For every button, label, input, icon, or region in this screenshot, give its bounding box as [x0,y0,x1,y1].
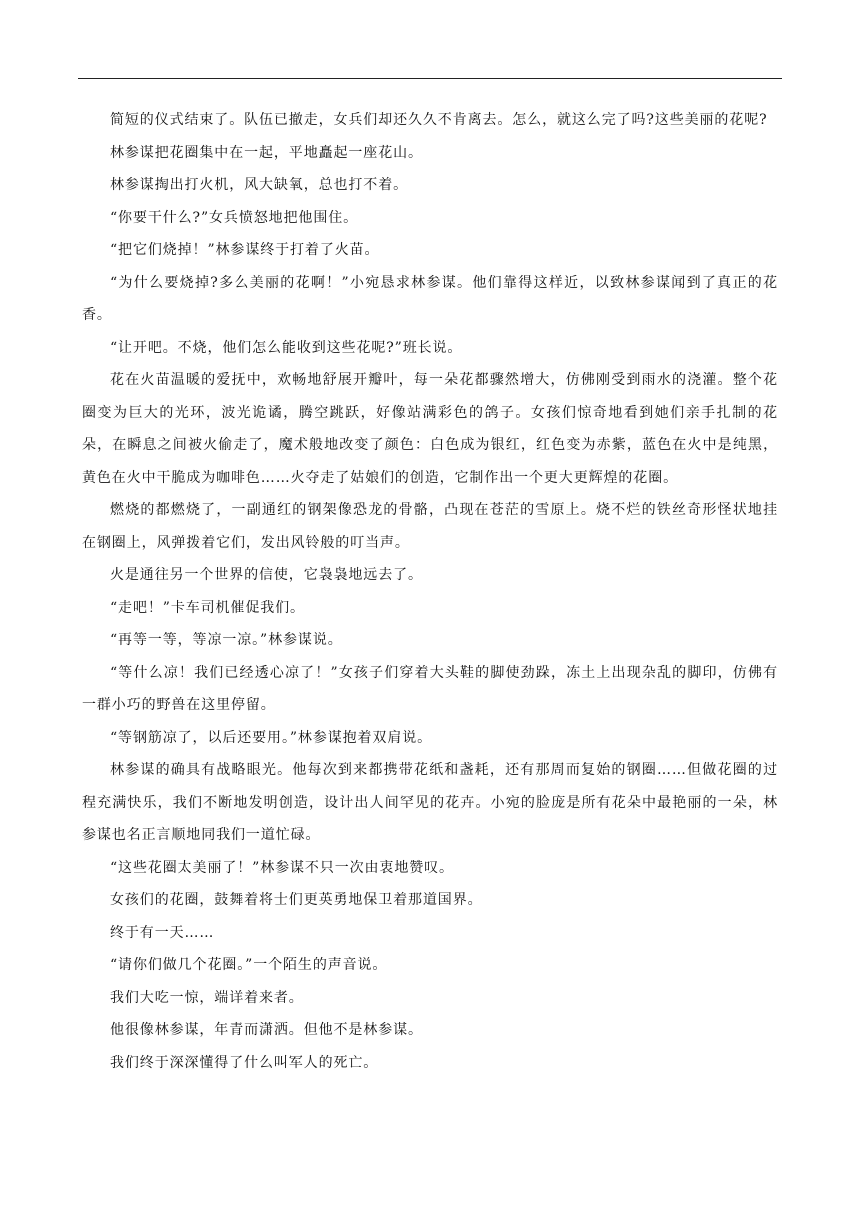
paragraph: “再等一等，等凉一凉。”林参谋说。 [110,632,343,648]
paragraph: 我们大吃一惊，端详着来者。 [110,989,304,1006]
paragraph: 林参谋把花圈集中在一起，平地矗起一座花山。 [110,144,423,161]
paragraph: “把它们烧掉！”林参谋终于打着了火苗。 [110,242,380,258]
paragraph: “为什么要烧掉?多么美丽的花啊！”小宛恳求林参谋。他们靠得这样近，以致林参谋闻到了真正的花香。 [82,274,778,323]
paragraph: 林参谋掏出打火机，风大缺氧，总也打不着。 [110,177,408,193]
header-rule [78,78,782,79]
paragraph: 简短的仪式结束了。队伍已撤走，女兵们却还久久不肯离去。怎么，就这么完了吗?这些美丽的花呢? [110,112,768,128]
paragraph: 花在火苗温暖的爱抚中，欢畅地舒展开瓣叶，每一朵花都骤然增大，仿佛刚受到雨水的浇灌。整个花圈变为巨大的光环，波光诡谲，腾空跳跃，好像站满彩色的鸽子。女孩们惊奇地看到她们亲手扎制的花朵，在瞬息之间被火偷走了，魔术般地改变了颜色：白色成为银红，红色变为赤紫，蓝色在火中是纯黑，黄色在火中干脆成为咖啡色……火夺走了姑娘们的创造，它制作出一个更大更辉煌的花圈。 [82,372,778,486]
paragraph: 我们终于深深懂得了什么叫军人的死亡。 [110,1054,379,1071]
paragraph: “等什么凉！我们已经透心凉了！”女孩子们穿着大头鞋的脚使劲跺，冻土上出现杂乱的脚印，仿佛有一群小巧的野兽在这里停留。 [82,664,778,713]
document-body [82,104,778,1079]
paragraph: 燃烧的都燃烧了，一副通红的钢架像恐龙的骨骼，凸现在苍茫的雪原上。烧不烂的铁丝奇形怪状地挂在钢圈上，风弹拨着它们，发出风铃般的叮当声。 [82,502,778,551]
paragraph: “等钢筋凉了，以后还要用。”林参谋抱着双肩说。 [110,729,433,746]
paragraph: 女孩们的花圈，鼓舞着将士们更英勇地保卫着那道国界。 [110,892,483,908]
paragraph: 林参谋的确具有战略眼光。他每次到来都携带花纸和盏耗，还有那周而复始的钢圈……但做花圈的过程充满快乐，我们不断地发明创造，设计出人间罕见的花卉。小宛的脸庞是所有花朵中最艳丽的一朵，林参谋也名正言顺地同我们一道忙碌。 [82,762,778,843]
paragraph: “走吧！”卡车司机催促我们。 [110,599,305,616]
paragraph: “你要干什么?”女兵愤怒地把他围住。 [110,209,359,226]
paragraph: 终于有一天…… [110,924,215,941]
paragraph: “这些花圈太美丽了！”林参谋不只一次由衷地赞叹。 [110,859,454,876]
paragraph: “让开吧。不烧，他们怎么能收到这些花呢?”班长说。 [110,339,463,356]
paragraph: “请你们做几个花圈。”一个陌生的声音说。 [110,957,388,973]
paragraph: 火是通往另一个世界的信使，它袅袅地远去了。 [110,567,423,583]
paragraph: 他很像林参谋，年青而潇洒。但他不是林参谋。 [110,1022,423,1038]
